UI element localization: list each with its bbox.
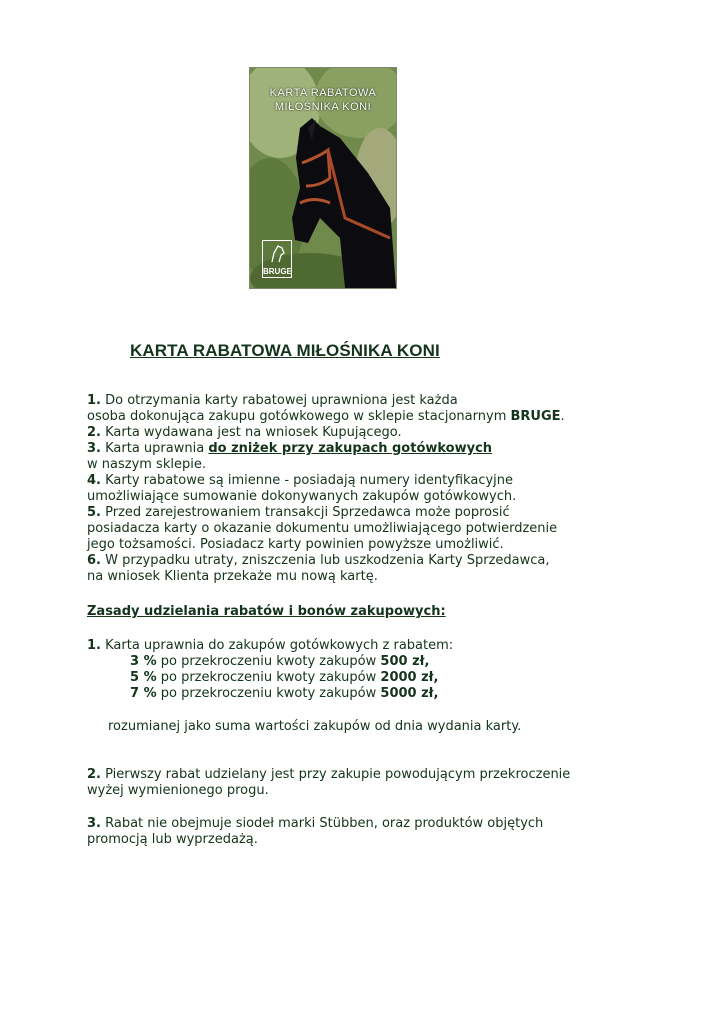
rule-5-line2: posiadacza karty o okazanie dokumentu umożliwiającego potwierdzenie xyxy=(87,521,558,536)
discounts-intro xyxy=(87,638,453,654)
rule-5-line1 xyxy=(87,505,565,521)
rule-number: 4. xyxy=(87,473,101,488)
rule-number: 6. xyxy=(87,553,101,568)
tier-percent: 3 % xyxy=(130,654,157,669)
rule-4-line2: umożliwiające sumowanie dokonywanych zakupów gotówkowych. xyxy=(87,489,517,504)
point-number: 2. xyxy=(87,767,101,782)
point-text: Karta uprawnia do zakupów gotówkowych z rabatem: xyxy=(100,638,454,653)
rule-number: 5. xyxy=(87,505,101,520)
point-3-line2: promocją lub wyprzedażą. xyxy=(87,832,258,847)
tier-text: po przekroczeniu kwoty zakupów xyxy=(156,686,381,701)
brand-name: BRUGE xyxy=(510,409,561,424)
point-number: 1. xyxy=(87,638,101,653)
discount-tier xyxy=(87,670,453,686)
rule-6-line2: na wniosek Klienta przekaże mu nową kartę. xyxy=(87,569,378,584)
discounts-note: rozumianej jako suma wartości zakupów od dnia wydania karty. xyxy=(108,719,522,734)
rule-number: 2. xyxy=(87,425,101,440)
rule-text: osoba dokonująca zakupu gotówkowego w sklepie stacjonarnym xyxy=(87,409,511,424)
document-title: KARTA RABATOWA MIŁOŚNIKA KONI xyxy=(130,341,440,360)
rule-text: . xyxy=(560,409,565,424)
rule-3-line2: w naszym sklepie. xyxy=(87,457,206,472)
horse-head-logo-icon xyxy=(263,241,291,265)
rule-1-line2 xyxy=(87,409,565,425)
bruge-logo xyxy=(262,240,292,278)
card-title xyxy=(250,86,396,114)
section-title: Zasady udzielania rabatów i bonów zakupowych: xyxy=(87,604,446,619)
rule-text: Karta wydawana jest na wniosek Kupującego. xyxy=(100,425,402,440)
point-2 xyxy=(87,767,570,799)
tier-percent: 5 % xyxy=(130,670,157,685)
discount-tier xyxy=(87,686,453,702)
point-number: 3. xyxy=(87,816,101,831)
tier-text: po przekroczeniu kwoty zakupów xyxy=(156,654,381,669)
tier-percent: 7 % xyxy=(130,686,157,701)
tier-amount: 5000 zł, xyxy=(380,686,439,701)
rule-number: 3. xyxy=(87,441,101,456)
point-2-line2: wyżej wymienionego progu. xyxy=(87,783,269,798)
card-title-line2: MIŁOŚNIKA KONI xyxy=(274,101,372,113)
point-text: Rabat nie obejmuje siodeł marki Stübben, oraz produktów objętych xyxy=(100,816,544,831)
rule-text: Karta uprawnia xyxy=(100,441,209,456)
rules-list xyxy=(87,393,565,585)
rule-5-line3: jego tożsamości. Posiadacz karty powinien powyższe umożliwić. xyxy=(87,537,504,552)
logo-text: BRUGE xyxy=(263,267,292,276)
emphasized-text: do zniżek przy zakupach gotówkowych xyxy=(208,441,493,456)
discount-tier xyxy=(87,654,453,670)
point-text: Pierwszy rabat udzielany jest przy zakupie powodującym przekroczenie xyxy=(100,767,571,782)
discounts-block xyxy=(87,638,453,702)
discount-card-image xyxy=(249,67,397,289)
rule-number: 1. xyxy=(87,393,101,408)
point-3-line1 xyxy=(87,816,543,832)
tier-text: po przekroczeniu kwoty zakupów xyxy=(156,670,381,685)
rule-1-line1 xyxy=(87,393,565,409)
rule-3-line1 xyxy=(87,441,565,457)
tier-amount: 500 zł, xyxy=(380,654,430,669)
rule-text: Do otrzymania karty rabatowej uprawniona jest każda xyxy=(100,393,458,408)
rule-text: Karty rabatowe są imienne - posiadają numery identyfikacyjne xyxy=(100,473,514,488)
card-title-line1: KARTA RABATOWA xyxy=(269,87,377,99)
rule-2 xyxy=(87,425,565,441)
point-3 xyxy=(87,816,543,848)
rule-text: W przypadku utraty, zniszczenia lub uszkodzenia Karty Sprzedawca, xyxy=(100,553,550,568)
tier-amount: 2000 zł, xyxy=(380,670,439,685)
rule-text: Przed zarejestrowaniem transakcji Sprzedawca może poprosić xyxy=(100,505,510,520)
rule-6-line1 xyxy=(87,553,565,569)
point-2-line1 xyxy=(87,767,570,783)
rule-4-line1 xyxy=(87,473,565,489)
